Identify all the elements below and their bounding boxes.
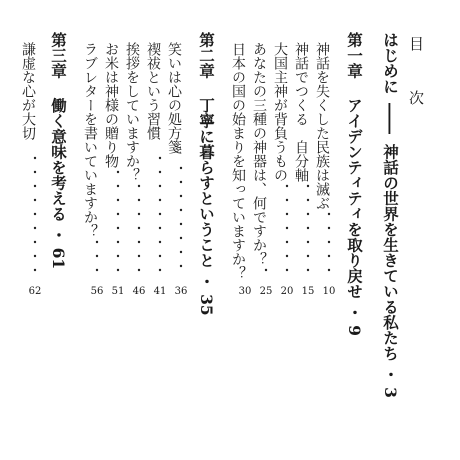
leader-dot: [286, 241, 288, 243]
leader-dot: [307, 227, 309, 229]
leader-dot: [159, 269, 161, 271]
toc-entry-1-4-page: 25: [259, 286, 273, 297]
chapter-2-title: 丁寧に暮らすということ: [197, 97, 216, 268]
leader-dot: [286, 269, 288, 271]
intro-leader: ・: [381, 366, 400, 382]
toc-entry-1-3-page: 20: [280, 286, 294, 297]
leader-dot: [159, 185, 161, 187]
leader-dot: [34, 241, 36, 243]
leader-dot: [328, 269, 330, 271]
leader-dot: [138, 227, 140, 229]
chapter-3-leader: ・: [49, 226, 68, 243]
leader-dot: [307, 269, 309, 271]
leader-dot: [307, 255, 309, 257]
chapter-1-label: 第一章: [345, 32, 364, 79]
leader-dot: [307, 185, 309, 187]
leader-dot: [138, 241, 140, 243]
leader-dot: [117, 269, 119, 271]
chapter-3-title: 働く意味を考える: [49, 97, 68, 222]
leader-dot: [307, 213, 309, 215]
toc-entry-2-2-page: 41: [153, 286, 167, 297]
leader-dot: [117, 185, 119, 187]
leader-dot: [265, 269, 267, 271]
leader-dot: [117, 213, 119, 215]
leader-dot: [34, 171, 36, 173]
toc-entry-2-3-page: 46: [132, 286, 146, 297]
chapter-1-leader: ・: [345, 304, 364, 320]
leader-dot: [117, 255, 119, 257]
chapter-1-title: アイデンティティを取り戻せ: [345, 97, 364, 299]
leader-dot: [159, 241, 161, 243]
leader-dot: [159, 157, 161, 159]
leader-dot: [307, 241, 309, 243]
leader-dot: [286, 213, 288, 215]
chapter-3-page: 61: [49, 247, 68, 270]
toc-entry-1-5-page: 30: [238, 286, 252, 297]
leader-dot: [117, 241, 119, 243]
leader-dot: [159, 171, 161, 173]
toc-title: 目 次: [407, 36, 425, 117]
leader-dot: [34, 227, 36, 229]
leader-dot: [96, 241, 98, 243]
toc-entry-1-2: 神話でつくる 自分軸: [293, 42, 309, 182]
leader-dot: [286, 227, 288, 229]
leader-dot: [117, 227, 119, 229]
toc-entry-2-1-page: 36: [174, 286, 188, 297]
leader-dot: [180, 209, 182, 211]
leader-dot: [96, 255, 98, 257]
toc-entry-2-4: お米は神様の贈り物: [103, 42, 119, 168]
leader-dot: [286, 199, 288, 201]
intro-subtitle: 神話の世界を生きている私たち: [381, 143, 400, 361]
leader-dot: [34, 213, 36, 215]
toc-entry-2-5: ラブレターを書いていますか？: [82, 42, 98, 238]
chapter-3-label: 第三章: [49, 32, 68, 79]
leader-dot: [180, 251, 182, 253]
leader-dot: [138, 213, 140, 215]
leader-dot: [159, 255, 161, 257]
leader-dot: [138, 199, 140, 201]
leader-dot: [328, 213, 330, 215]
toc-entry-2-1: 笑いは心の処方箋: [166, 42, 182, 154]
chapter-1-page: 9: [345, 325, 364, 336]
toc-entry-1-2-page: 15: [301, 286, 315, 297]
toc-entry-1-4: あなたの三種の神器は、何ですか？: [251, 42, 267, 266]
leader-dot: [159, 227, 161, 229]
leader-dot: [159, 199, 161, 201]
toc-entry-3-1-page: 62: [28, 286, 42, 297]
leader-dot: [34, 157, 36, 159]
toc-entry-2-5-page: 56: [90, 286, 104, 297]
toc-entry-2-4-page: 51: [111, 286, 125, 297]
leader-dot: [328, 227, 330, 229]
leader-dot: [159, 213, 161, 215]
leader-dot: [286, 255, 288, 257]
leader-dot: [328, 241, 330, 243]
leader-dot: [328, 255, 330, 257]
leader-dot: [180, 223, 182, 225]
toc-entry-1-1-page: 10: [322, 286, 336, 297]
leader-dot: [117, 171, 119, 173]
leader-dot: [180, 237, 182, 239]
intro-page: 3: [381, 387, 400, 398]
leader-dot: [34, 269, 36, 271]
leader-dot: [180, 167, 182, 169]
intro-title: はじめに: [381, 32, 400, 94]
leader-dot: [138, 255, 140, 257]
chapter-2-leader: ・: [197, 273, 216, 289]
leader-dot: [34, 199, 36, 201]
leader-dot: [286, 185, 288, 187]
intro-dash: ――: [381, 103, 400, 135]
leader-dot: [117, 199, 119, 201]
leader-dot: [96, 269, 98, 271]
leader-dot: [138, 269, 140, 271]
leader-dot: [180, 181, 182, 183]
leader-dot: [34, 255, 36, 257]
leader-dot: [307, 199, 309, 201]
toc-entry-2-3: 挨拶をしていますか？: [124, 42, 140, 182]
chapter-2-label: 第二章: [197, 32, 216, 79]
leader-dot: [180, 265, 182, 267]
toc-entry-1-1: 神話を失くした民族は滅ぶ: [314, 42, 330, 210]
leader-dot: [180, 195, 182, 197]
toc-entry-1-3: 大国主神が背負うもの: [272, 42, 288, 182]
toc-entry-3-1: 謙虚な心が大切: [20, 42, 36, 140]
toc-entry-1-5: 日本の国の始まりを知っていますか？: [230, 42, 246, 280]
leader-dot: [138, 185, 140, 187]
chapter-2-page: 35: [197, 294, 216, 316]
leader-dot: [34, 185, 36, 187]
toc-entry-2-2: 禊祓という習慣: [145, 42, 161, 140]
